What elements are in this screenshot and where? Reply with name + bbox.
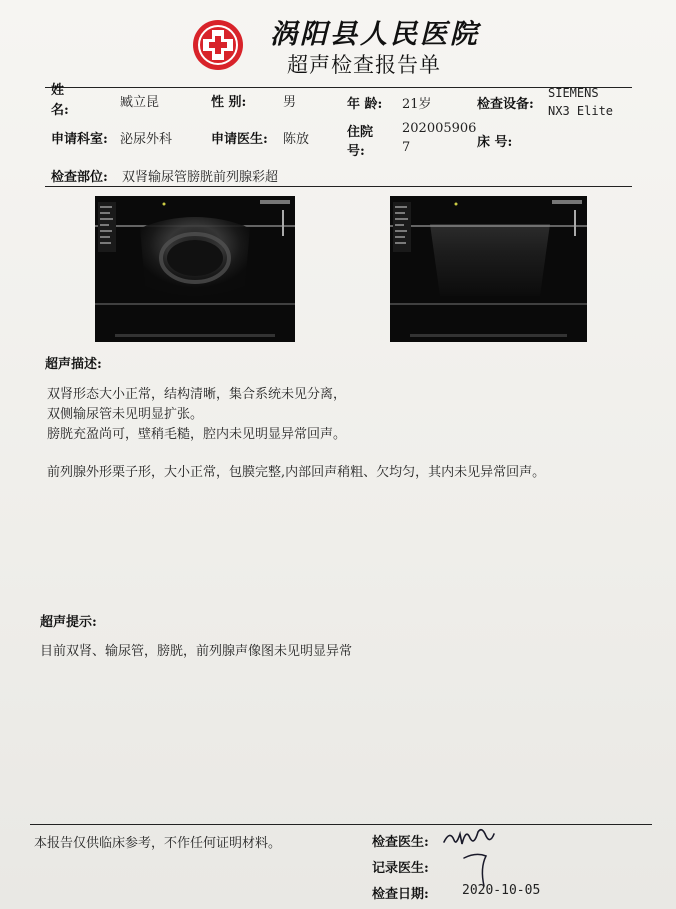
info-divider [45, 186, 632, 187]
name-label-top: 姓 [51, 83, 65, 98]
patient-age: 21岁 [402, 97, 432, 112]
description-line: 前列腺外形栗子形，大小正常，包膜完整,内部回声稍粗、欠均匀，其内未见异常回声。 [47, 465, 546, 480]
exam-part: 双肾输尿管膀胱前列腺彩超 [122, 170, 279, 185]
description-title: 超声描述: [45, 357, 102, 372]
exam-date: 2020-10-05 [462, 883, 541, 898]
age-label: 年 龄: [347, 97, 383, 112]
description-line: 双侧输尿管未见明显扩张。 [47, 407, 204, 422]
bed-label: 床 号: [477, 135, 513, 150]
description-line: 膀胱充盈尚可，壁稍毛糙，腔内未见明显异常回声。 [47, 427, 347, 442]
patient-dept: 泌尿外科 [120, 132, 173, 147]
ultrasound-scan-graphic [390, 196, 587, 342]
description-line: 双肾形态大小正常，结构清晰，集合系统未见分离， [47, 387, 347, 402]
device-name-line2: NX3 Elite [548, 104, 614, 118]
patient-sex: 男 [283, 95, 297, 110]
patient-name: 臧立昆 [120, 95, 160, 110]
ultrasound-scan-graphic [95, 196, 295, 342]
admission-no-line1: 202005906 [402, 121, 477, 136]
disclaimer: 本报告仅供临床参考，不作任何证明材料。 [34, 836, 282, 851]
admission-no-line2: 7 [402, 140, 411, 155]
report-title: 超声检查报告单 [287, 53, 441, 77]
impression-title: 超声提示: [40, 615, 97, 630]
name-label-bottom: 名: [51, 103, 69, 118]
sex-label: 性 别: [211, 95, 247, 110]
impression-text: 目前双肾、输尿管，膀胱，前列腺声像图未见明显异常 [40, 644, 353, 659]
examiner-signature [440, 822, 500, 850]
referring-doctor: 陈放 [283, 132, 310, 147]
ultrasound-image-1 [95, 196, 295, 342]
red-cross-logo-icon [191, 18, 245, 72]
exam-part-label: 检查部位: [51, 170, 108, 185]
device-name-line1: SIEMENS [548, 86, 599, 100]
hospital-name: 涡阳县人民医院 [270, 19, 480, 50]
doctor-label: 申请医生: [211, 132, 268, 147]
admission-label-top: 住院 [347, 125, 374, 140]
dept-label: 申请科室: [51, 132, 108, 147]
device-label: 检查设备: [477, 97, 534, 112]
ultrasound-image-2 [390, 196, 587, 342]
recorder-label: 记录医生: [372, 861, 429, 876]
admission-label-bottom: 号: [347, 144, 365, 159]
exam-date-label: 检查日期: [372, 887, 429, 902]
examiner-label: 检查医生: [372, 835, 429, 850]
header-divider [45, 87, 632, 88]
footer-divider [30, 824, 652, 825]
